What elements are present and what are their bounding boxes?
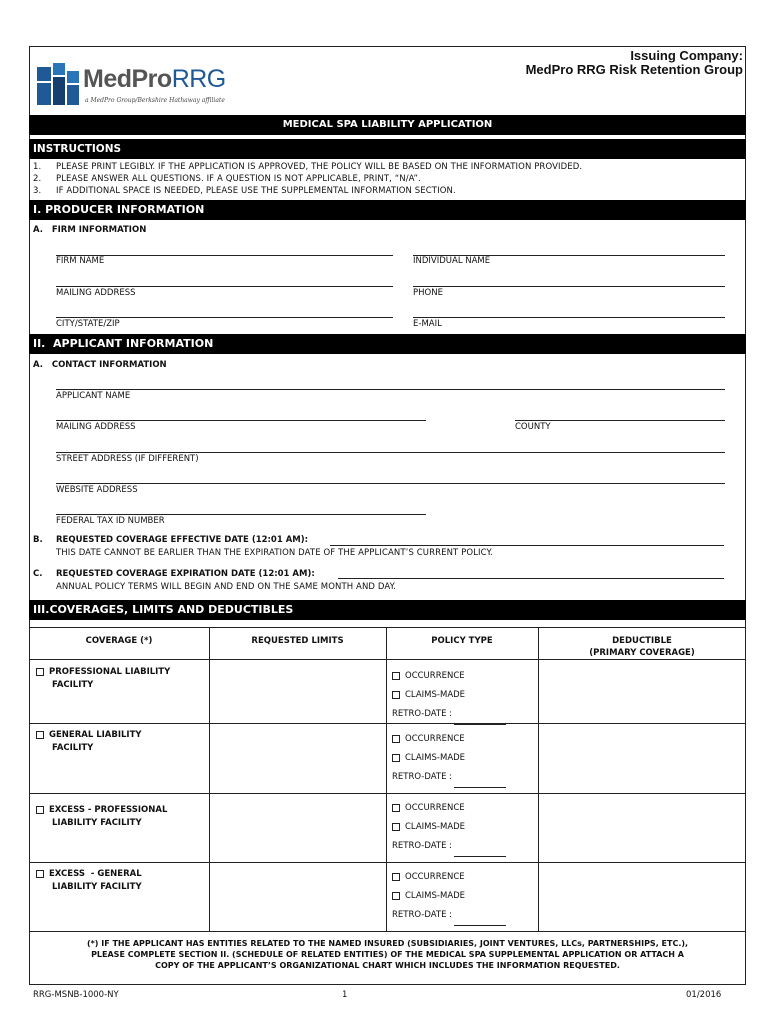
section-producer-heading: I. PRODUCER INFORMATION xyxy=(29,200,746,220)
producer-mailing-address-label: MAILING ADDRESS xyxy=(56,288,136,298)
tax-id-field[interactable] xyxy=(56,514,426,515)
contact-information-subheading: A. CONTACT INFORMATION xyxy=(33,360,167,370)
retro-date-field[interactable] xyxy=(454,906,506,926)
applicant-mailing-address-field[interactable] xyxy=(56,420,426,421)
page-number: 1 xyxy=(342,990,348,1000)
claims-made-checkbox[interactable] xyxy=(392,823,400,831)
occurrence-checkbox[interactable] xyxy=(392,804,400,812)
form-date: 01/2016 xyxy=(686,990,722,1000)
effective-date-letter: B. xyxy=(33,535,43,545)
col-header-policy-type: POLICY TYPE xyxy=(431,636,493,646)
claims-made-checkbox[interactable] xyxy=(392,754,400,762)
city-state-zip-field[interactable] xyxy=(56,317,393,318)
coverage-row-professional: PROFESSIONAL LIABILITY FACILITY xyxy=(36,666,170,692)
policy-type-options-1: OCCURRENCE CLAIMS-MADE RETRO-DATE : xyxy=(392,667,506,725)
coverage-checkbox[interactable] xyxy=(36,731,44,739)
col-header-primary-coverage: (PRIMARY COVERAGE) xyxy=(589,648,695,658)
col-header-deductible: DEDUCTIBLE xyxy=(612,636,672,646)
expiration-date-letter: C. xyxy=(33,569,43,579)
instruction-item-3: 3. IF ADDITIONAL SPACE IS NEEDED, PLEASE USE THE SUPPLEMENTAL INFORMATION SECTION. xyxy=(33,186,456,196)
effective-date-note: THIS DATE CANNOT BE EARLIER THAN THE EXPIRATION DATE OF THE APPLICANT’S CURRENT POLICY. xyxy=(56,548,493,558)
claims-made-checkbox[interactable] xyxy=(392,691,400,699)
applicant-mailing-address-label: MAILING ADDRESS xyxy=(56,422,136,432)
effective-date-label: REQUESTED COVERAGE EFFECTIVE DATE (12:01 AM): xyxy=(56,535,309,545)
county-label: COUNTY xyxy=(515,422,551,432)
retro-date-field[interactable] xyxy=(454,705,506,725)
expiration-date-label: REQUESTED COVERAGE EXPIRATION DATE (12:01 AM): xyxy=(56,569,315,579)
logo-text-medpro: MedPro xyxy=(83,65,172,93)
policy-type-options-3: OCCURRENCE CLAIMS-MADE RETRO-DATE : xyxy=(392,799,506,857)
retro-date-field[interactable] xyxy=(454,768,506,788)
occurrence-checkbox[interactable] xyxy=(392,672,400,680)
logo-text-rrg: RRG xyxy=(171,65,226,93)
street-address-label: STREET ADDRESS (IF DIFFERENT) xyxy=(56,454,199,464)
section-coverages-heading: III.COVERAGES, LIMITS AND DEDUCTIBLES xyxy=(29,600,746,620)
col-header-coverage: COVERAGE (*) xyxy=(85,636,153,646)
coverage-checkbox[interactable] xyxy=(36,806,44,814)
applicant-name-label: APPLICANT NAME xyxy=(56,391,131,401)
expiration-date-note: ANNUAL POLICY TERMS WILL BEGIN AND END ON THE SAME MONTH AND DAY. xyxy=(56,582,396,592)
medpro-logo xyxy=(37,63,237,109)
occurrence-checkbox[interactable] xyxy=(392,873,400,881)
county-field[interactable] xyxy=(515,420,725,421)
coverage-row-excess-general: EXCESS - GENERAL LIABILITY FACILITY xyxy=(36,868,142,894)
logo-mark-icon xyxy=(37,63,79,105)
producer-mailing-address-field[interactable] xyxy=(56,286,393,287)
retro-date-field[interactable] xyxy=(454,837,506,857)
website-field[interactable] xyxy=(56,483,725,484)
email-field[interactable] xyxy=(413,317,725,318)
expiration-date-field[interactable] xyxy=(338,578,724,579)
policy-type-options-2: OCCURRENCE CLAIMS-MADE RETRO-DATE : xyxy=(392,730,506,788)
city-state-zip-label: CITY/STATE/ZIP xyxy=(56,319,120,329)
firm-name-label: FIRM NAME xyxy=(56,256,105,266)
related-entities-footnote: (*) IF THE APPLICANT HAS ENTITIES RELATED TO THE NAMED INSURED (SUBSIDIARIES, JOINT VENTURES, LLCs, PARTNERSHIPS, ETC.), PLEASE COMPLETE SECTION II. (SCHEDULE OF RELATED ENTITIES) OF THE MEDICAL SPA SUPPLEMENTAL APPLICATION OR ATTACH A COPY OF THE APPLICANT’S ORGANIZATIONAL CHART WHICH INCLUDES THE INFORMATION REQUESTED. xyxy=(86,939,689,970)
coverage-row-excess-professional: EXCESS - PROFESSIONAL LIABILITY FACILITY xyxy=(36,804,167,830)
logo-tagline: a MedPro Group/Berkshire Hathaway affiliate xyxy=(85,97,225,104)
phone-label: PHONE xyxy=(413,288,443,298)
firm-name-field[interactable] xyxy=(56,255,393,256)
coverage-row-general: GENERAL LIABILITY FACILITY xyxy=(36,729,142,755)
firm-information-subheading: A. FIRM INFORMATION xyxy=(33,225,147,235)
instruction-item-2: 2. PLEASE ANSWER ALL QUESTIONS. IF A QUESTION IS NOT APPLICABLE, PRINT, “N/A”. xyxy=(33,174,421,184)
instruction-item-1: 1. PLEASE PRINT LEGIBLY. IF THE APPLICATION IS APPROVED, THE POLICY WILL BE BASED ON THE INFORMATION PROVIDED. xyxy=(33,162,583,172)
website-label: WEBSITE ADDRESS xyxy=(56,485,138,495)
form-code: RRG-MSNB-1000-NY xyxy=(33,990,119,1000)
section-applicant-heading: II. APPLICANT INFORMATION xyxy=(29,334,746,354)
claims-made-checkbox[interactable] xyxy=(392,892,400,900)
email-label: E-MAIL xyxy=(413,319,442,329)
occurrence-checkbox[interactable] xyxy=(392,735,400,743)
phone-field[interactable] xyxy=(413,286,725,287)
coverage-checkbox[interactable] xyxy=(36,668,44,676)
street-address-field[interactable] xyxy=(56,452,725,453)
form-title: MEDICAL SPA LIABILITY APPLICATION xyxy=(29,115,746,135)
individual-name-label: INDIVIDUAL NAME xyxy=(413,256,491,266)
tax-id-label: FEDERAL TAX ID NUMBER xyxy=(56,516,165,526)
issuing-company-label: Issuing Company: xyxy=(630,48,743,63)
issuing-company-name: MedPro RRG Risk Retention Group xyxy=(525,62,743,77)
effective-date-field[interactable] xyxy=(330,545,724,546)
instructions-heading: INSTRUCTIONS xyxy=(29,139,746,159)
col-header-requested-limits: REQUESTED LIMITS xyxy=(251,636,344,646)
policy-type-options-4: OCCURRENCE CLAIMS-MADE RETRO-DATE : xyxy=(392,868,506,926)
applicant-name-field[interactable] xyxy=(56,389,725,390)
coverage-checkbox[interactable] xyxy=(36,870,44,878)
